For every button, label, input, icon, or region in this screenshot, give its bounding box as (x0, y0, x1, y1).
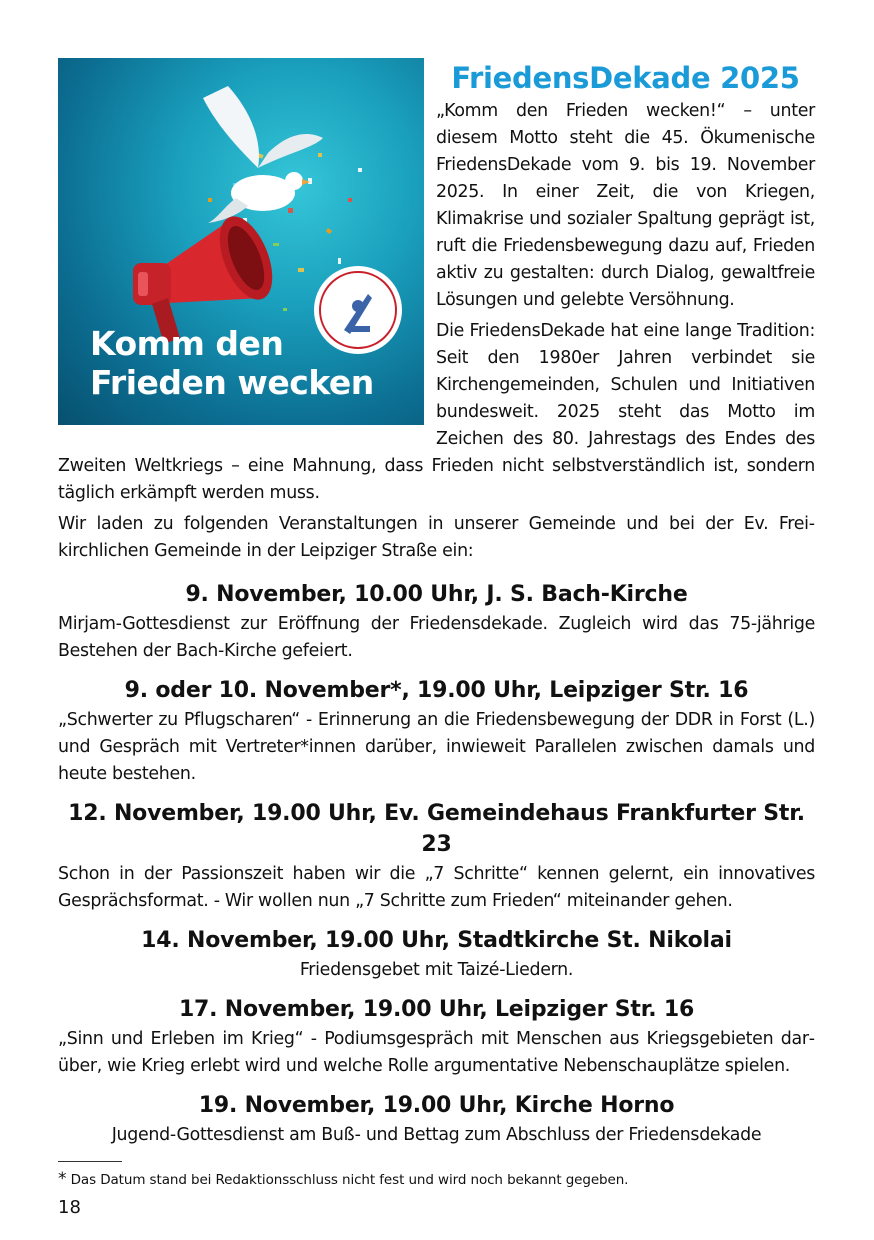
footnote-marker: * (58, 1169, 67, 1189)
poster-image (58, 58, 424, 425)
event-description-4: Friedensgebet mit Taizé-Liedern. (299, 960, 574, 980)
poster-caption-line1: Komm den (90, 324, 284, 363)
event-description-1: Mirjam-Gottesdienst zur Eröffnung der Friedensdekade. Zugleich wird das 75-jährige Bestehen der Bach-Kirche gefeiert. (58, 614, 815, 661)
event-description-6: Jugend-Gottesdienst am Buß- und Bettag zum Abschluss der Friedensdekade (111, 1125, 762, 1145)
event-heading-6: 19. November, 19.00 Uhr, Kirche Horno (198, 1093, 675, 1118)
event-description-5: „Sinn und Erleben im Krieg“ - Podiumsgespräch mit Menschen aus Kriegsgebieten darüber, wie Krieg erlebt wird und welche Rolle argumentative Nebenschauplätze spielen. (58, 1029, 815, 1076)
intro-paragraph-3: Wir laden zu folgenden Veranstaltungen in unserer Gemeinde und bei der Ev. Freikirchlichen Gemeinde in der Leipziger Straße ein: (58, 514, 815, 561)
event-heading-3: 12. November, 19.00 Uhr, Ev. Gemeindehaus Frankfurter Str. 23 (68, 801, 805, 857)
poster-caption-line2: Frieden wecken (90, 363, 374, 402)
event-description-3: Schon in der Passionszeit haben wir die „7 Schritte“ kennen gelernt, ein innovatives Gesprächsformat. - Wir wollen nun „7 Schritte zum Frieden“ miteinander gehen. (58, 864, 815, 911)
footnote (58, 1168, 815, 1191)
event-heading-4: 14. November, 19.00 Uhr, Stadtkirche St. Nikolai (141, 928, 732, 953)
intro-paragraph-1: „Komm den Frieden wecken!“ – unter diesem Motto steht die 45. Ökumenische FriedensDekade vom 9. bis 19. November 2025. In einer Zeit, die von Kriegen, Klimakrise und sozialer Spaltung geprägt ist, ruft die Friedensbewegung dazu auf, Frieden aktiv zu gestalten: durch Dialog, gewaltfreie Lösungen und gelebte Versöhnung. (436, 101, 815, 310)
event-description-2: „Schwerter zu Pflugscharen“ - Erinnerung an die Friedensbewegung der DDR in Forst (L.) und Gespräch mit Vertreter*innen darüber, inwieweit Parallelen zwischen damals und heute bestehen. (58, 710, 815, 784)
poster-caption (90, 324, 374, 402)
event-heading-2: 9. oder 10. November*, 19.00 Uhr, Leipziger Str. 16 (124, 678, 749, 703)
footnote-text: Das Datum stand bei Redaktionsschluss nicht fest und wird noch bekannt gegeben. (70, 1172, 629, 1188)
footnote-divider (58, 1161, 122, 1162)
intro-paragraph-2: Die FriedensDekade hat eine lange Tradition: Seit den 1980er Jahren verbindet sie Kirchengemeinden, Schulen und Initiativen bundesweit. 2025 steht das Motto im Zeichen des 80. Jahrestags des Endes des Zweiten Weltkriegs – eine Mahnung, dass Frieden nicht selbstverständlich ist, sondern täglich erkämpft werden muss. (58, 321, 815, 503)
dove-icon (203, 86, 323, 223)
page-number: 18 (58, 1197, 81, 1218)
event-heading-1: 9. November, 10.00 Uhr, J. S. Bach-Kirche (185, 582, 688, 607)
page-title: FriedensDekade 2025 (451, 61, 800, 95)
page (58, 58, 815, 1223)
event-heading-5: 17. November, 19.00 Uhr, Leipziger Str. 16 (178, 997, 695, 1022)
